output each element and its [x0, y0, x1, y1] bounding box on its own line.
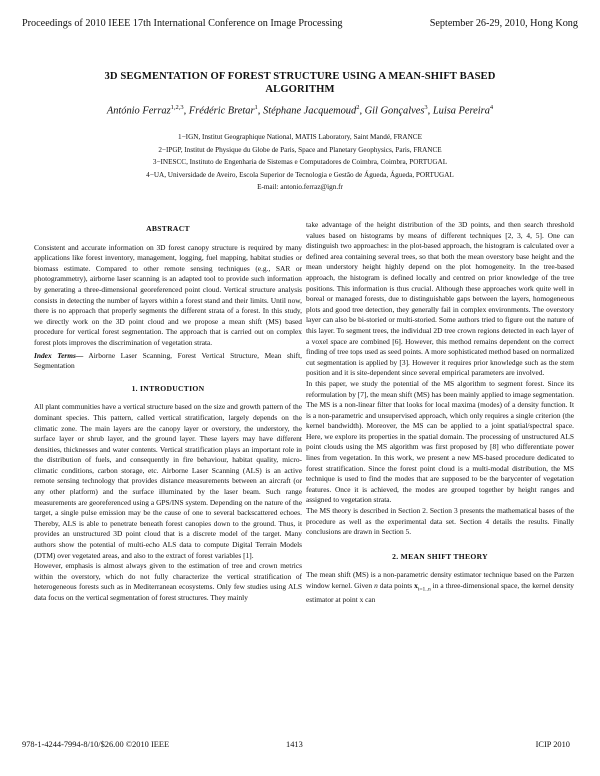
index-terms	[34, 351, 302, 372]
section-2-heading: 2. MEAN SHIFT THEORY	[392, 551, 488, 561]
running-header-right: September 26-29, 2010, Hong Kong	[429, 18, 578, 29]
index-terms-label: Index Terms—	[34, 350, 84, 360]
author-affil-sup: 3	[424, 104, 428, 111]
text-run: in a three-dimensional space, the kernel density estimator at point x can	[306, 581, 574, 605]
author-name: Gil Gonçalves	[364, 105, 425, 117]
section-1-heading: 1. INTRODUCTION	[131, 383, 205, 393]
intro-paragraph-2: However, emphasis is almost always given to the estimation of tree and crown metrics within the overstory, which do not fully characterize the vertical stratification of heterogeneous forests such as in Mediterranean ecosystems. Only few studies using ALS data focus on the vertical segmentation of forest structures. They mainly	[34, 561, 302, 602]
title-line-1: 3D SEGMENTATION OF FOREST STRUCTURE USING A MEAN-SHIFT BASED	[104, 71, 496, 82]
author-name: António Ferraz	[106, 105, 171, 117]
running-header-left: Proceedings of 2010 IEEE 17th International Conference on Image Processing	[22, 18, 343, 29]
page-number: 1413	[286, 740, 303, 749]
affiliations	[40, 131, 560, 194]
footer-conference: ICIP 2010	[535, 740, 570, 749]
author-affil-sup: 4	[489, 104, 494, 111]
affiliation-line: 2−IPGP, Institut de Physique du Globe de Paris, Space and Planetary Geophysics, Paris, FRANCE	[158, 145, 442, 154]
abstract-heading: ABSTRACT	[146, 224, 190, 233]
author-sep: ,	[359, 105, 365, 117]
body-paragraph-4	[306, 570, 574, 605]
text-run: data points	[377, 581, 415, 590]
author-sep: ,	[427, 105, 433, 117]
left-column	[34, 220, 302, 604]
text-run: The mean shift (MS) is a non-parametric density estimator technique based on the Parzen window kernel. Given	[306, 570, 574, 590]
math-subscript: i=1..n	[417, 586, 431, 593]
paper-title	[60, 70, 540, 96]
author-name: Frédéric Bretar	[188, 105, 255, 117]
affiliation-line: 3−INESCC, Instituto de Engenharia de Sistemas e Computadores de Coimbra, Coimbra, PORTUGAL	[152, 158, 448, 167]
affiliation-line: 1−IGN, Institut Geographique National, MATIS Laboratory, Saint Mandé, FRANCE	[178, 133, 422, 141]
author-sep: ,	[183, 105, 189, 117]
author-name: Luisa Pereira	[432, 105, 490, 117]
math-symbol: n	[374, 581, 378, 590]
body-paragraph-2: In this paper, we study the potential of the MS algorithm to segment forest. Since its reformulation by [7], the mean shift (MS) has been mainly applied to image segmentation. The MS is a non-linear filter that looks for local maxima (modes) of a density function. It is a non-parametric and unsupervised approach, which only requires a single criterion (the kernel bandwidth). Moreover, the MS can be applied to a joint spatial/spectral space. Here, we explore its properties in the spatial domain. The processing of unstructured ALS point clouds using the MS algorithm was first proposed by [8] who differentiate power lines from vegetation. In this work, we present a new MS-based procedure dedicated to forest stratification. Since the forest point cloud is a multi-modal distribution, the MS technique is used to find the modes that are supposed to be the barycenter of vegetation features. Once it is achieved, the modes are grouped together by height ranges and assigned to vegetation strata.	[306, 378, 574, 505]
right-column	[306, 220, 574, 606]
math-symbol: x	[414, 581, 418, 590]
body-paragraph-3: The MS theory is described in Section 2. Section 3 presents the mathematical bases of the procedure as well as the experimental data set. Section 4 details the results. Finally conclusions are drawn in Section 5.	[306, 506, 574, 537]
author-affil-sup: 1,2,3	[170, 104, 184, 111]
contact-email: E-mail: antonio.ferraz@ign.fr	[257, 183, 343, 192]
title-line-2: ALGORITHM	[265, 84, 335, 95]
abstract-text: Consistent and accurate information on 3D forest canopy structure is required by many applications like forest inventory, management, logging, fuel mapping, habitat studies or biomass estimate. Compared to other remote sensing techniques (e.g., SAR or photogrammetry), airborne laser scanning is an adapted tool to provide such information by generating a three-dimensional georeferenced point cloud. Vertical structure analysis consists in detecting the number of layers within a forest stand and their limits. Until now, there is no approach that properly segments the different strata of a forest. In this study, we directly work on the 3D point cloud and we propose a mean shift (MS) based procedure for vertical forest segmentation. The approach that is carried out on complex forest plots improves the discrimination of vegetation strata.	[34, 242, 302, 347]
author-affil-sup: 2	[356, 104, 360, 111]
body-paragraph-1: take advantage of the height distribution of the 3D points, and then search threshold values based on histograms by means of different techniques [2, 3, 4, 5]. One can distinguish two approaches: in the plot-based approach, the histogram is calculated over a defined area containing several trees, so that both the mean overstory base height and the mean understory height highly depend on the plot homogeneity. In the tree-based approach, the histogram is defined locally and centred on prior knowledge of the tree positions. This information is thus crucial. Although these approaches work quite well in boreal or managed forests, due to distinguishable gaps between the layers, homogeneous plots and good tree detection, they generally fail in complex environments. The overstory layer can also be bi-storied or multi-storied. Some authors tried to figure out the nature of this layer. To segment trees, the individual 2D tree crown regions detected in each layer of a voxel space are combined [6]. However, this method remains dependent on the correct finding of tree tops used as seed points. A more sophisticated method based on normalized cut segmentation is applied by [3]. However it requires prior knowledge such as the stem position and it is site-dependent since several empirical parameters are involved.	[306, 220, 574, 378]
author-sep: ,	[257, 105, 263, 117]
index-terms-list: Airborne Laser Scanning, Forest Vertical Structure, Mean shift, Segmentation	[34, 350, 302, 371]
author-affil-sup: 1	[254, 104, 258, 111]
author-list	[30, 104, 570, 116]
affiliation-line: 4−UA, Universidade de Aveiro, Escola Superior de Tecnologia e Gestão de Águeda, Águeda, PORTUGAL	[146, 170, 454, 179]
footer-isbn: 978-1-4244-7994-8/10/$26.00 ©2010 IEEE	[22, 740, 170, 749]
intro-paragraph-1: All plant communities have a vertical structure based on the size and growth pattern of the dominant species. This pattern, called vertical stratification, largely depends on the climatic zone. The main layers are the canopy layer or overstory, the understory, the surface layer or shrub layer, and the ground layer. These layers may have different densities, thicknesses and water contents. Vertical stratification plays an important role in the distribution of fuels, and consequently in fire behaviour, habitat quality, micro-climatic conditions, carbon storage, etc. Airborne Laser Scanning (ALS) is an active remote sensing technology that provides distance measurements between an aircraft (or any other platform) and the surface illuminated by the laser beam. Such range measurements are georeferenced using a GPS/INS system. Depending on the nature of the target, a single pulse emission may be the cause of one to several backscattered echoes. Thereby, ALS is able to penetrate beneath forest canopies down to the ground. Thus, it provides an unstructured 3D point cloud that is a discrete model of the target. Many authors show the potential of multi-echo ALS data to compute Digital Terrain Models (DTM) over vegetated areas, and also to the extract of forest variables [1].	[34, 402, 302, 560]
author-name: Stéphane Jacquemoud	[263, 105, 357, 117]
